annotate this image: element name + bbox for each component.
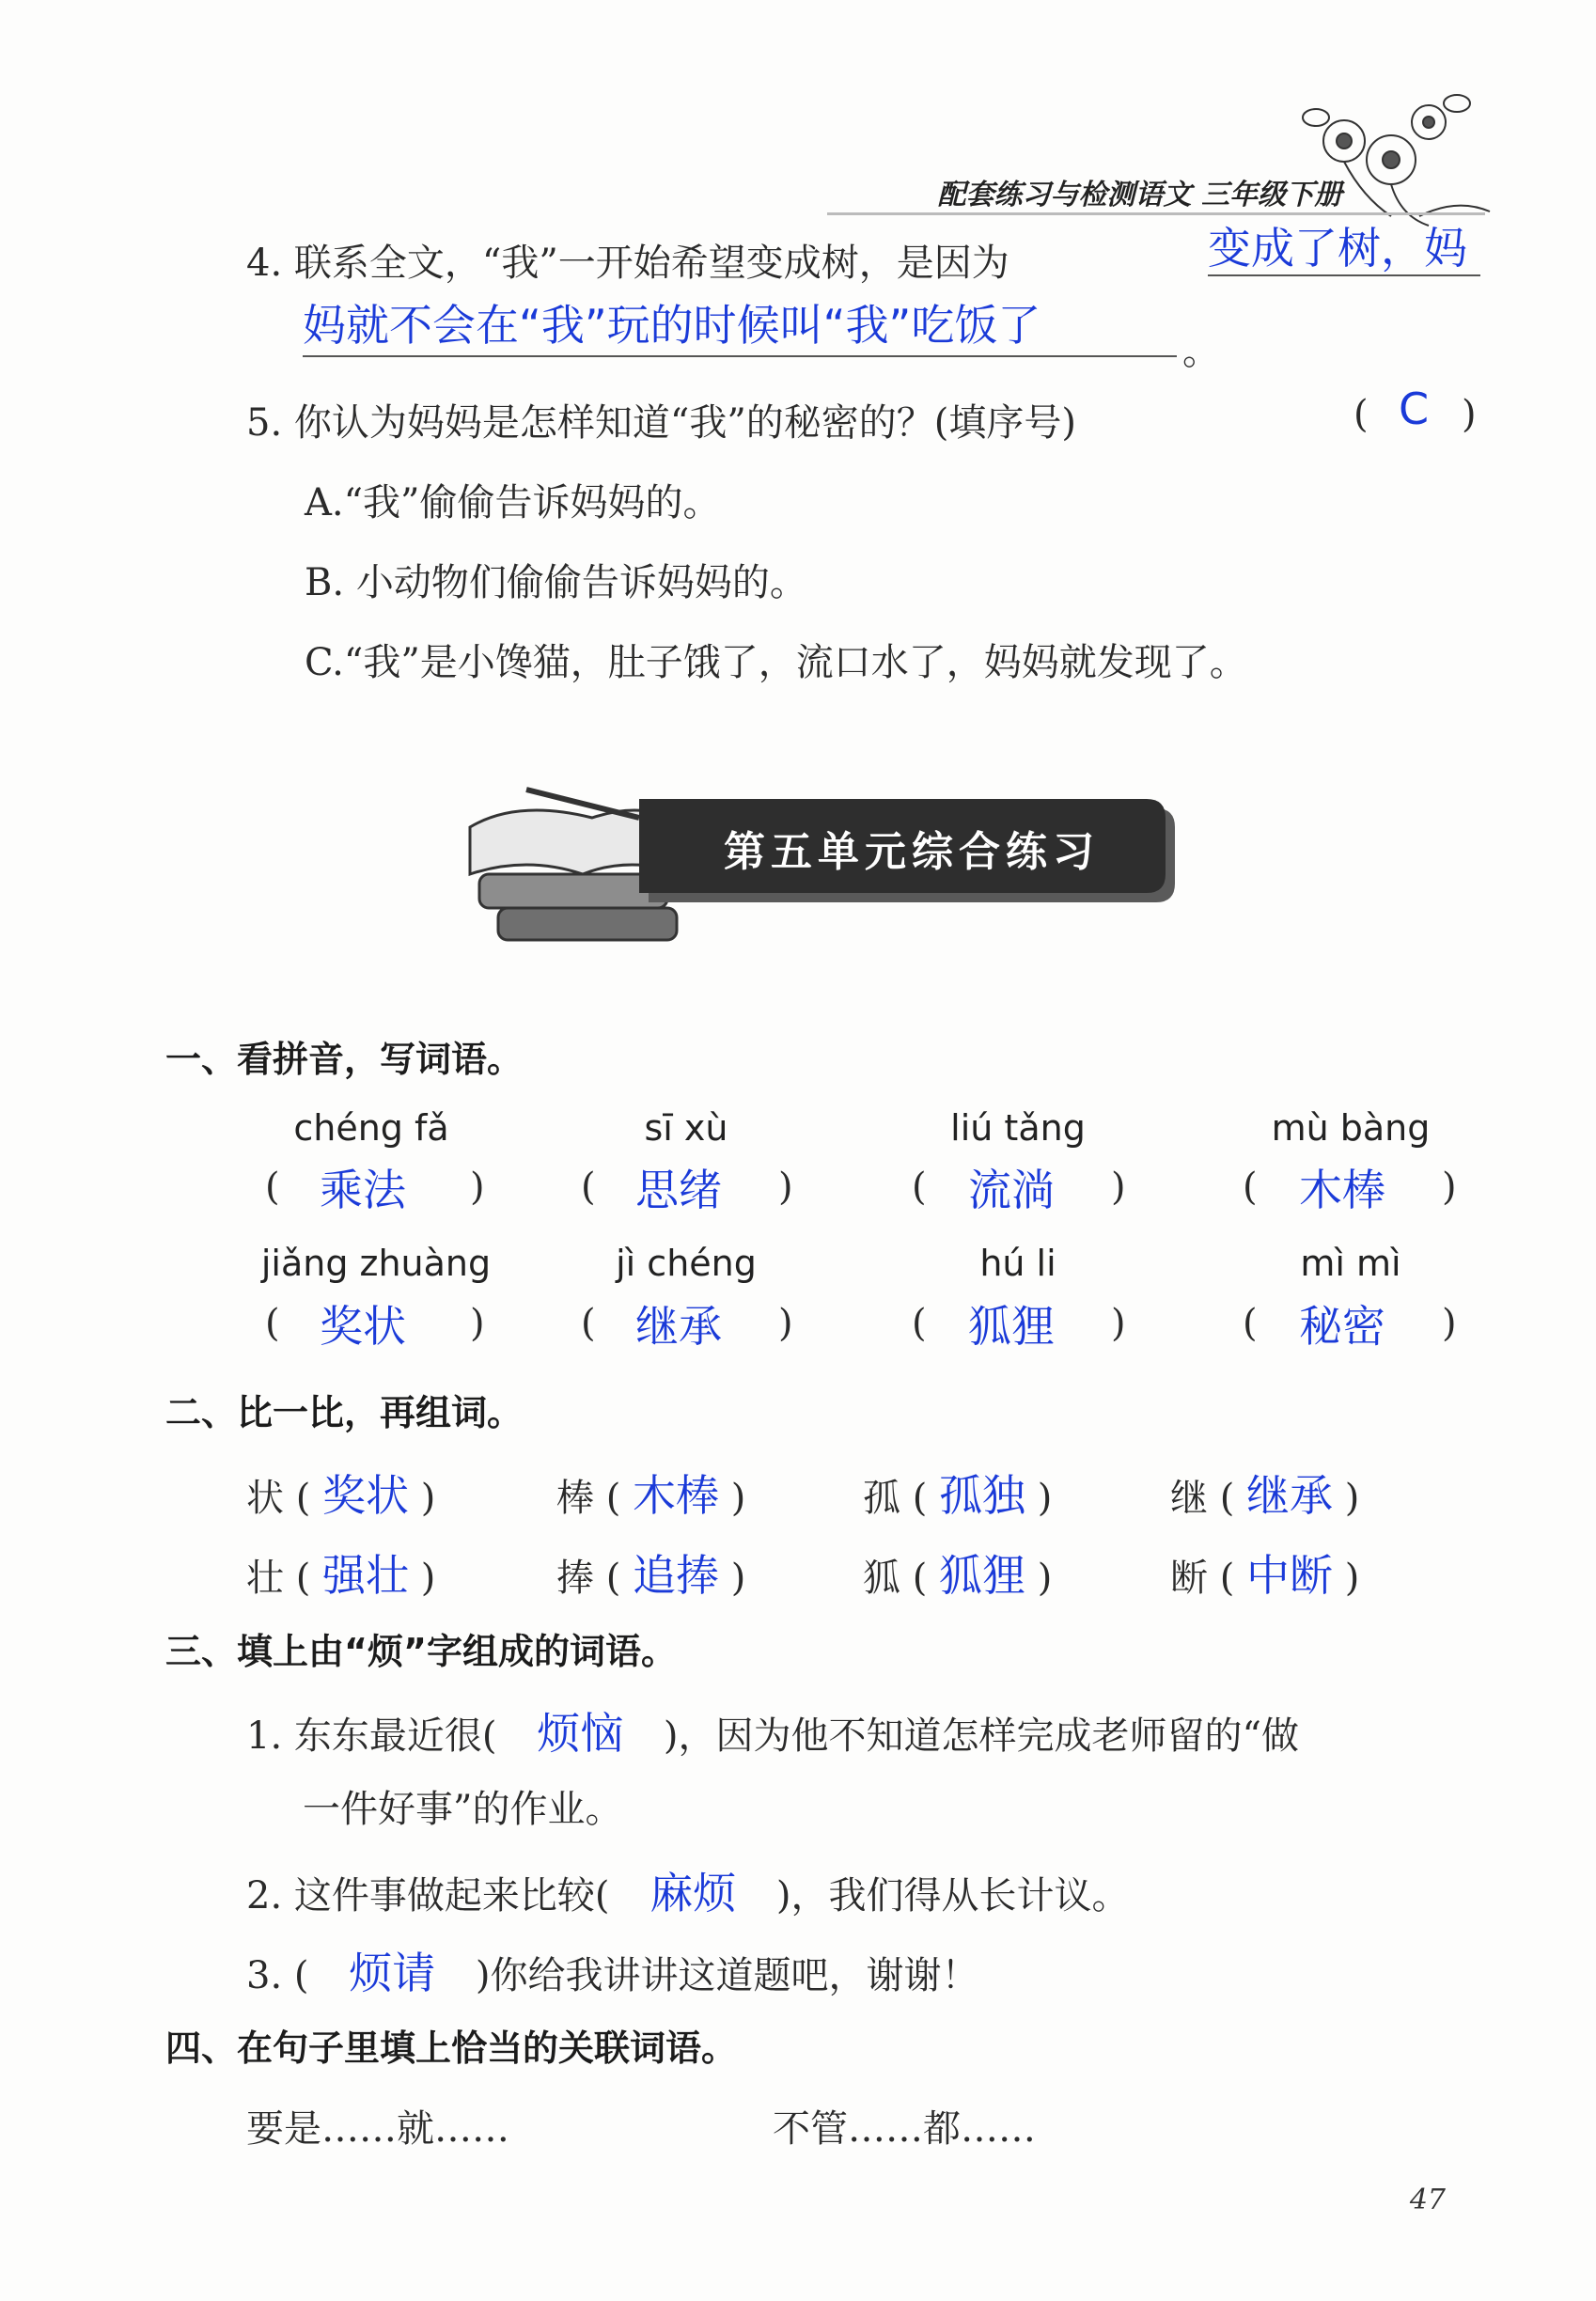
paren-open: ( [265, 1302, 280, 1345]
paren-close: ) [1442, 1166, 1457, 1209]
compare-char: 捧 [556, 1557, 594, 1600]
compare-item-7: 狐 ( 狐狸 ) [863, 1550, 1053, 1601]
answer-3: 流淌 [968, 1165, 1055, 1215]
pinyin-3: liú tǎng [950, 1107, 1086, 1149]
compare-item-5: 壮 ( 强壮 ) [246, 1550, 436, 1601]
compare-item-3: 孤 ( 孤独 ) [863, 1470, 1053, 1521]
compare-item-4: 继 ( 继承 ) [1170, 1470, 1360, 1521]
compare-answer: 孤独 [939, 1470, 1026, 1521]
pinyin-5: jiǎng zhuàng [260, 1243, 492, 1284]
pinyin-2: sī xù [644, 1107, 728, 1149]
compare-answer: 奖状 [322, 1470, 410, 1521]
compare-char: 断 [1170, 1557, 1208, 1600]
sec3-answer-2: 麻烦 [649, 1868, 737, 1918]
sec3-answer-3: 烦请 [349, 1948, 436, 1998]
unit-banner [461, 771, 1175, 959]
pinyin-4: mù bàng [1271, 1107, 1431, 1149]
paren-open: ( [581, 1166, 596, 1209]
q5-paren-close: ) [1462, 393, 1477, 436]
q4-answer-line1: 变成了树，妈 [1208, 214, 1480, 276]
paren-open: ( [912, 1302, 927, 1345]
answer-5: 奖状 [320, 1301, 406, 1352]
sec3-answer-1: 烦恼 [537, 1708, 624, 1759]
pinyin-8: mì mì [1300, 1243, 1401, 1284]
compare-item-2: 棒 ( 木棒 ) [556, 1470, 746, 1521]
answer-1: 乘法 [320, 1165, 406, 1215]
q4-text: 4. 联系全文，“我”一开始希望变成树，是因为 [246, 242, 1009, 285]
paren-close: ) [1111, 1302, 1126, 1345]
compare-char: 壮 [246, 1557, 284, 1600]
pinyin-7: hú li [979, 1243, 1056, 1284]
header-title: 配套练习与检测语文 三年级下册 [937, 179, 1342, 211]
compare-char: 孤 [863, 1477, 900, 1520]
sec3-sentence-2: 2. 这件事做起来比较( 麻烦 )，我们得从长计议。 [246, 1868, 1130, 1918]
sec4-pair-1: 要是……就…… [246, 2107, 509, 2151]
paren-close: ) [1442, 1302, 1457, 1345]
paren-open: ( [581, 1302, 596, 1345]
q5-option-c: C.“我”是小馋猫，肚子饿了，流口水了，妈妈就发现了。 [305, 641, 1247, 684]
paren-close: ) [778, 1302, 793, 1345]
sec3-sentence-1-cont: 一件好事”的作业。 [303, 1788, 623, 1831]
q5-text: 5. 你认为妈妈是怎样知道“我”的秘密的？(填序号) [246, 401, 1076, 445]
sec3-title: 三、填上由“烦”字组成的词语。 [165, 1631, 677, 1672]
sec3-sentence-1: 1. 东东最近很( 烦恼 )，因为他不知道怎样完成老师留的“做 [246, 1708, 1299, 1759]
paren-open: ( [1243, 1302, 1258, 1345]
compare-answer: 强壮 [322, 1550, 410, 1601]
paren-open: ( [265, 1166, 280, 1209]
q5-option-a: A.“我”偷偷告诉妈妈的。 [305, 481, 721, 524]
q4-answer-line2: 妈就不会在“我”玩的时候叫“我”吃饭了 [303, 291, 1177, 357]
answer-7: 狐狸 [968, 1301, 1055, 1352]
compare-answer: 继承 [1246, 1470, 1334, 1521]
compare-answer: 追捧 [633, 1550, 720, 1601]
paren-open: ( [912, 1166, 927, 1209]
paren-close: ) [470, 1302, 485, 1345]
page-number: 47 [1409, 2184, 1446, 2216]
answer-6: 继承 [635, 1301, 722, 1352]
q4-end: 。 [1182, 330, 1220, 373]
compare-char: 状 [246, 1477, 284, 1520]
sec1-title: 一、看拼音，写词语。 [165, 1039, 524, 1080]
compare-char: 继 [1170, 1477, 1208, 1520]
pinyin-1: chéng fǎ [293, 1107, 449, 1149]
compare-item-8: 断 ( 中断 ) [1170, 1550, 1360, 1601]
compare-item-1: 状 ( 奖状 ) [246, 1470, 436, 1521]
compare-char: 狐 [863, 1557, 900, 1600]
answer-8: 秘密 [1299, 1301, 1385, 1352]
sec4-pair-2: 不管……都…… [773, 2107, 1036, 2151]
banner-title: 第五单元综合练习 [724, 828, 1100, 876]
compare-answer: 木棒 [633, 1470, 720, 1521]
compare-item-6: 捧 ( 追捧 ) [556, 1550, 746, 1601]
paren-open: ( [1243, 1166, 1258, 1209]
pinyin-6: jì chéng [616, 1243, 757, 1284]
paren-close: ) [470, 1166, 485, 1209]
q5-answer: C [1399, 384, 1430, 434]
sec4-title: 四、在句子里填上恰当的关联词语。 [165, 2027, 738, 2069]
answer-4: 木棒 [1299, 1165, 1385, 1215]
sec2-title: 二、比一比，再组词。 [165, 1392, 524, 1433]
compare-answer: 中断 [1246, 1550, 1334, 1601]
paren-close: ) [778, 1166, 793, 1209]
q5-paren-open: ( [1353, 393, 1369, 436]
sec3-sentence-3: 3. ( 烦请 )你给我讲讲这道题吧，谢谢！ [246, 1948, 979, 1998]
compare-answer: 狐狸 [939, 1550, 1026, 1601]
paren-close: ) [1111, 1166, 1126, 1209]
q5-option-b: B. 小动物们偷偷告诉妈妈的。 [305, 561, 807, 604]
answer-2: 思绪 [635, 1165, 722, 1215]
compare-char: 棒 [556, 1477, 594, 1520]
